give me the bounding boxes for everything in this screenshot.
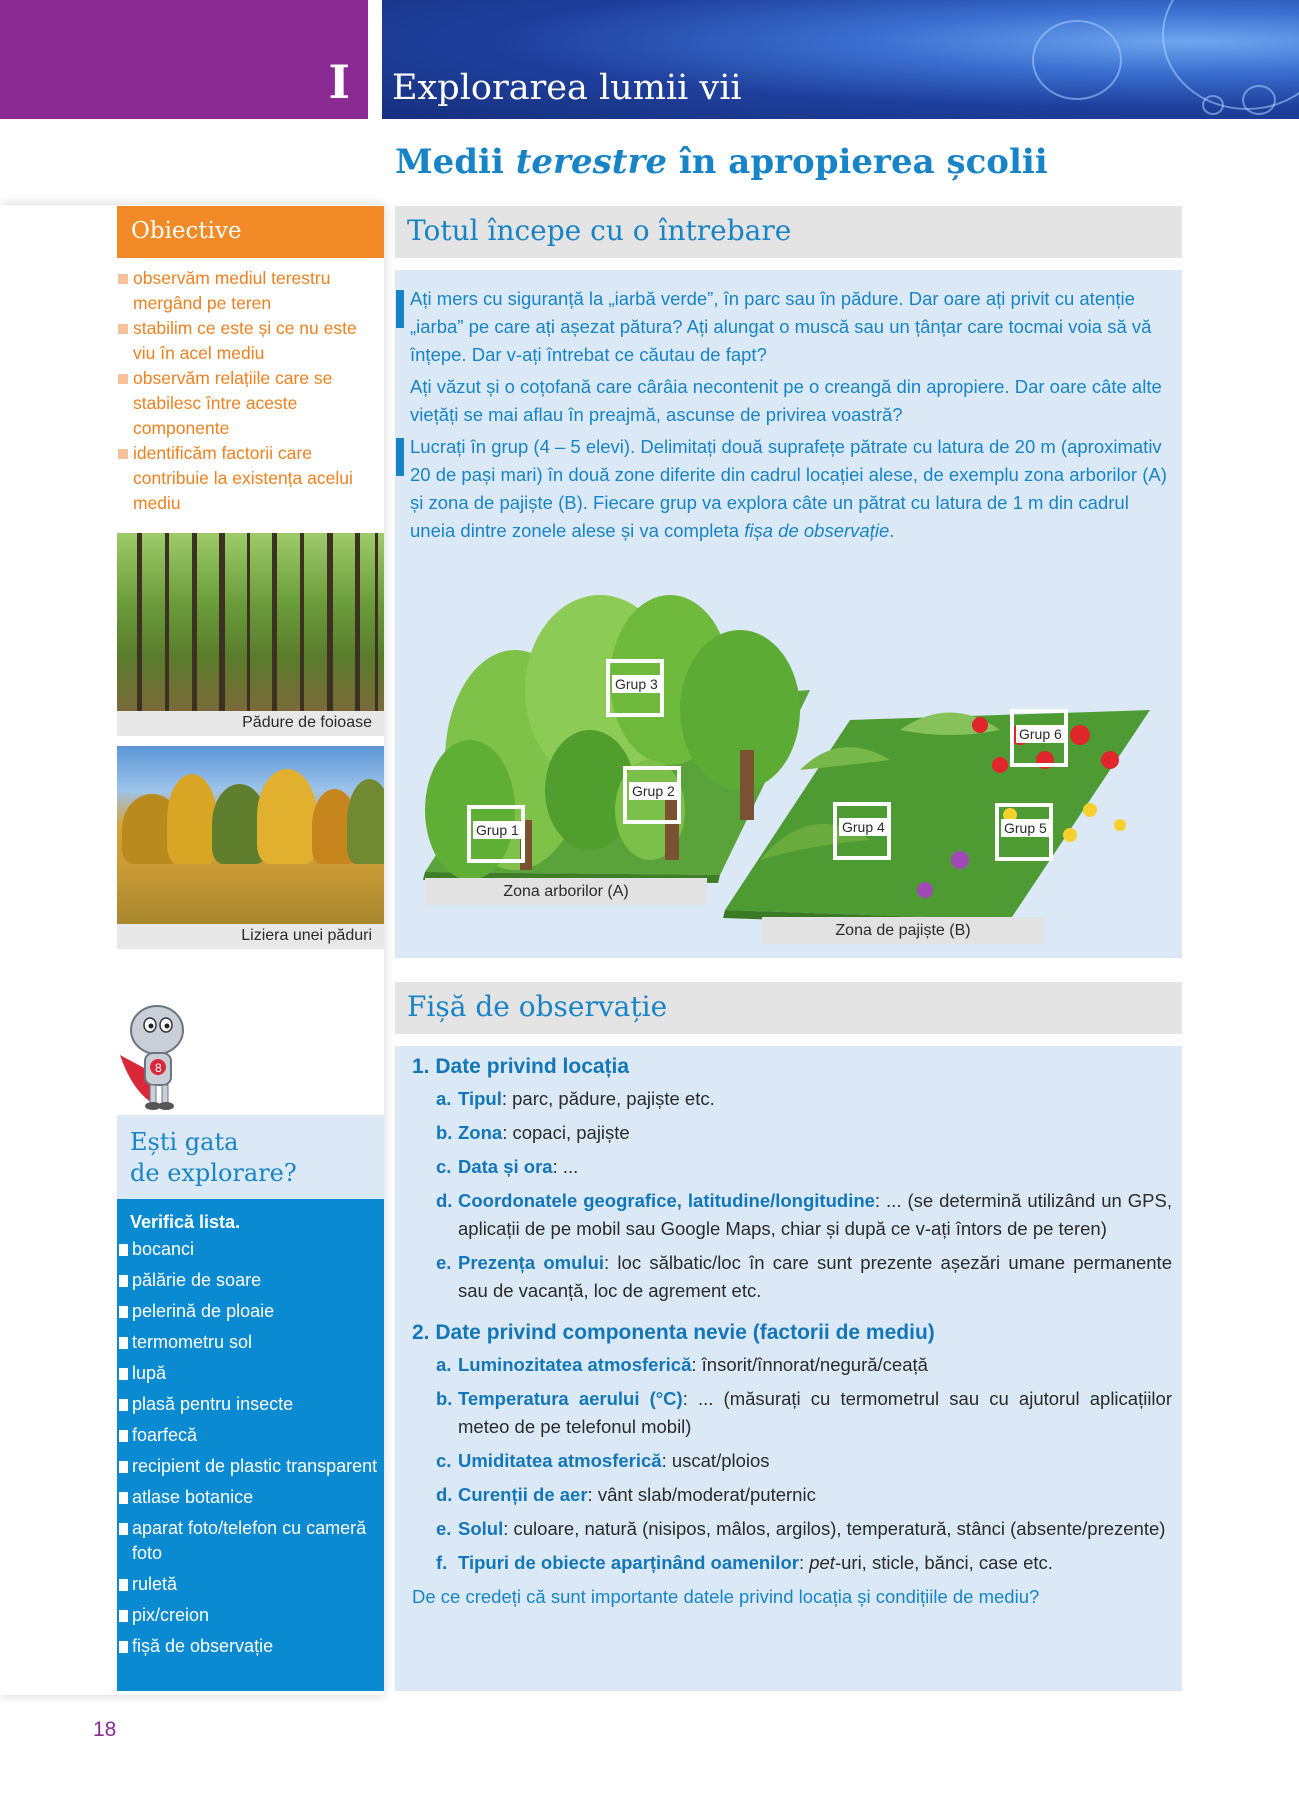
group-1-marker: Grup 1	[467, 805, 525, 863]
section-heading-question: Totul începe cu o întrebare	[395, 206, 1182, 258]
checklist-title: Verifică lista.	[130, 1212, 241, 1232]
explore-ready-heading: Ești gata de explorare?	[117, 1115, 384, 1200]
location-item: d. Coordonatele geografice, latitudine/longitudine: ... (se determină utilizând un GPS, aplicații de pe mobil sau Google Maps, chiar și după ce v-ați întors de pe teren)	[436, 1190, 1172, 1239]
location-item: e. Prezența omului: loc sălbatic/loc în care sunt prezente așezări umane permanente sau de vacanță, loc de agrement etc.	[436, 1252, 1172, 1301]
objective-item: identificăm factorii care contribuie la existența acelui mediu	[117, 441, 379, 516]
location-item: c. Data și ora: ...	[436, 1156, 579, 1177]
group-3-marker: Grup 3	[606, 659, 664, 717]
environment-item: e. Solul: culoare, natură (nisipos, mâlos, argilos), temperatură, stânci (absente/prezente)	[436, 1518, 1166, 1539]
checklist-item: foarfecă	[117, 1423, 384, 1448]
deciduous-forest-photo	[117, 533, 384, 711]
intro-text	[396, 285, 1178, 549]
environment-item: a. Luminozitatea atmosferică: însorit/înnorat/negură/ceață	[436, 1354, 928, 1375]
environment-item: d. Curenții de aer: vânt slab/moderat/puternic	[436, 1484, 816, 1505]
checklist-item: pix/creion	[117, 1603, 384, 1628]
section-heading-observation-sheet: Fișă de observație	[395, 982, 1182, 1034]
checklist-item: plasă pentru insecte	[117, 1392, 384, 1417]
closing-question: De ce credeți că sunt importante datele privind locația și condițiile de mediu?	[412, 1586, 1040, 1607]
checklist-item: lupă	[117, 1361, 384, 1386]
checklist-item: atlase botanice	[117, 1485, 384, 1510]
group-6-marker: Grup 6	[1010, 709, 1068, 767]
checklist-item: termometru sol	[117, 1330, 384, 1355]
checklist-item: ruletă	[117, 1572, 384, 1597]
group-2-marker: Grup 2	[623, 766, 681, 824]
chapter-title: Explorarea lumii vii	[392, 68, 742, 108]
forest-edge-caption: Liziera unei păduri	[117, 924, 384, 949]
checklist-item: fișă de observație	[117, 1634, 384, 1659]
zone-b-caption: Zona de pajiște (B)	[762, 917, 1044, 944]
checklist-item: pelerină de ploaie	[117, 1299, 384, 1324]
location-item: b. Zona: copaci, pajiște	[436, 1122, 630, 1143]
objective-item: observăm relațiile care se stabilesc între aceste componente	[117, 366, 379, 441]
environment-heading: 2. Date privind componenta nevie (factorii de mediu)	[412, 1321, 935, 1344]
location-heading: 1. Date privind locația	[412, 1055, 630, 1078]
zone-a-caption: Zona arborilor (A)	[425, 878, 707, 905]
forest-edge-photo	[117, 746, 384, 924]
intro-paragraph: Ați mers cu siguranță la „iarbă verde”, în parc sau în pădure. Dar oare ați privit cu atenție „iarba” pe care ați așezat pătura? Ați alungat o muscă sau un țânțar care tocmai voia să vă înțepe. Dar v-ați întrebat ce căutau de fapt?	[396, 285, 1178, 369]
checklist-item: aparat foto/telefon cu cameră foto	[117, 1516, 384, 1566]
equipment-checklist	[117, 1199, 384, 1691]
objective-item: stabilim ce este și ce nu este viu în acel mediu	[117, 316, 379, 366]
observation-sheet	[412, 1055, 1172, 1611]
mascot-robot-icon	[112, 995, 202, 1115]
checklist-item: bocanci	[117, 1237, 384, 1262]
chapter-band	[0, 0, 368, 119]
intro-paragraph: Ați văzut și o coțofană care cârâia necontenit pe o creangă din apropiere. Dar oare câte alte viețăți se mai aflau în preajmă, ascunse de privirea voastră?	[410, 376, 1162, 425]
page-title: Medii terestre în apropierea școlii	[395, 142, 1048, 182]
forest-caption: Pădure de foioase	[117, 711, 384, 736]
checklist-item: recipient de plastic transparent	[117, 1454, 384, 1479]
group-4-marker: Grup 4	[833, 802, 891, 860]
page-number: 18	[93, 1718, 117, 1741]
group-5-marker: Grup 5	[995, 803, 1053, 861]
environment-item: f. Tipuri de obiecte aparținând oamenilor: pet-uri, sticle, bănci, case etc.	[436, 1552, 1053, 1573]
objectives-heading: Obiective	[117, 206, 384, 258]
objectives-list	[117, 266, 379, 516]
chapter-number: I	[328, 55, 350, 109]
location-item: a. Tipul: parc, pădure, pajiște etc.	[436, 1088, 715, 1109]
environment-item: b. Temperatura aerului (°C): ... (măsurați cu termometrul sau cu ajutorul aplicațiilor meteo de pe telefonul mobil)	[436, 1388, 1172, 1437]
objective-item: observăm mediul terestru mergând pe teren	[117, 266, 379, 316]
environment-item: c. Umiditatea atmosferică: uscat/ploios	[436, 1450, 770, 1471]
task-paragraph: Lucrați în grup (4 – 5 elevi). Delimitați două suprafețe pătrate cu latura de 20 m (aproximativ 20 de pași mari) în două zone diferite din cadrul locației alese, de exemplu zona arborilor (A) și zona de pajiște (B). Fiecare grup va explora câte un pătrat cu latura de 1 m din cadrul uneia dintre zonele alese și va completa fișa de observație.	[396, 433, 1178, 545]
svg-text:8: 8	[155, 1061, 162, 1075]
checklist-item: pălărie de soare	[117, 1268, 384, 1293]
